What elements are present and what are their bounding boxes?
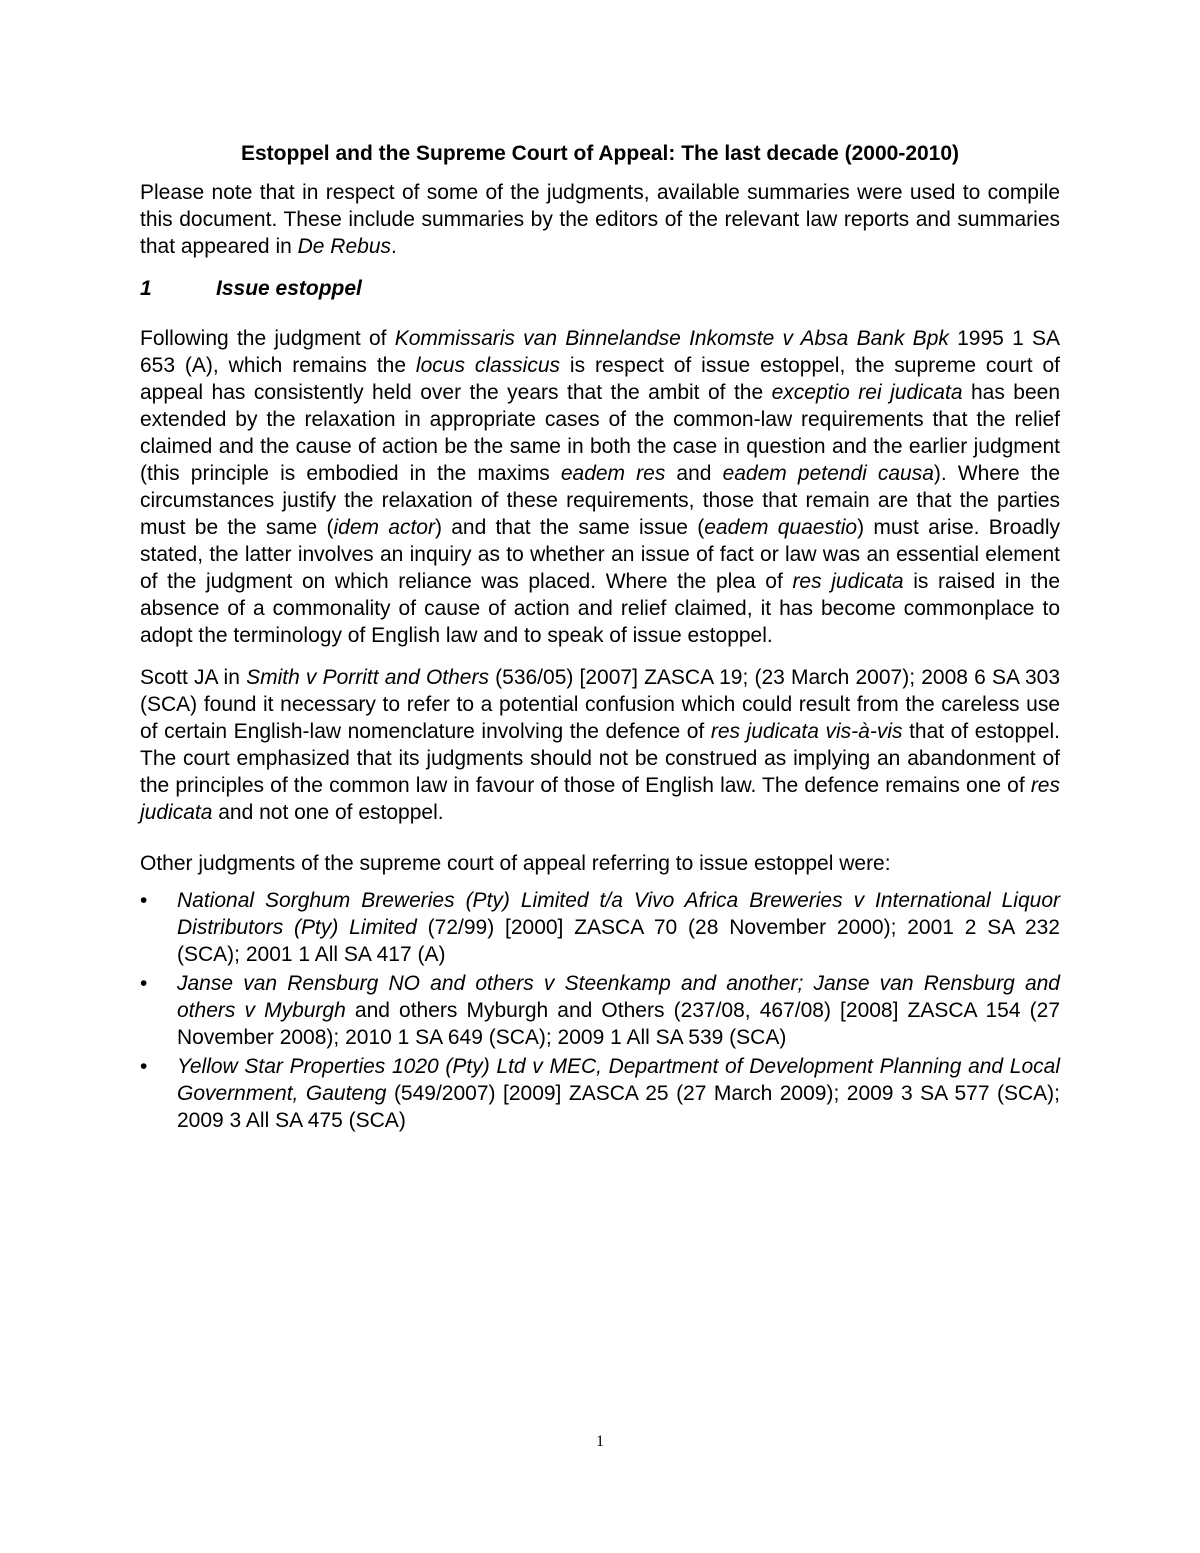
case-citation: (549/2007) [2009] ZASCA 25 (27 March 2009); 2009 3 SA 577 (SCA); 2009 3 All SA 475 (SCA) <box>177 1082 1061 1132</box>
text-run: has been extended by the relaxation in appropriate cases of the common-law requirements that the relief claimed and the cause of action be the same in both the case in question and the earlier judgment (this principle is embodied in the maxims <box>140 381 1061 485</box>
latin-term: locus classicus <box>415 354 561 377</box>
intro-paragraph <box>140 179 1060 260</box>
case-name: Yellow Star Properties 1020 (Pty) Ltd v MEC, Department of Development Planning and Local Government, Gauteng <box>177 1055 1060 1105</box>
latin-term: res judicata <box>140 774 1060 824</box>
text-run: (536/05) [2007] ZASCA 19; (23 March 2007); 2008 6 SA 303 (SCA) found it necessary to refer to a potential confusion which could result from the careless use of certain English-law nomenclature involving the defence of <box>140 666 1061 743</box>
bullet-icon: • <box>140 1055 148 1078</box>
text-run: Following the judgment of <box>140 327 395 350</box>
case-name: Smith v Porritt and Others <box>246 666 489 689</box>
case-name: National Sorghum Breweries (Pty) Limited t/a Vivo Africa Breweries v International Liquor Distributors (Pty) Limited <box>177 889 1060 939</box>
latin-term: eadem res <box>560 462 666 485</box>
latin-term: idem actor <box>333 516 435 539</box>
paragraph-smith-porritt <box>140 664 1060 826</box>
intro-end: . <box>391 235 397 258</box>
section-title: Issue estoppel <box>216 277 362 300</box>
bullet-icon: • <box>140 972 148 995</box>
latin-term: res judicata vis-à-vis <box>710 720 903 743</box>
case-mid: and others Myburgh and Others <box>345 999 665 1022</box>
paragraph-issue-estoppel <box>140 325 1060 649</box>
text-run: ) and that the same issue ( <box>434 516 705 539</box>
latin-term: exceptio rei judicata <box>771 381 963 404</box>
case-name: Janse van Rensburg NO and others v Steenkamp and another; Janse van Rensburg and others v Myburgh <box>177 972 1060 1022</box>
section-number: 1 <box>140 277 152 300</box>
text-run: and not one of estoppel. <box>212 801 444 824</box>
latin-term: res judicata <box>792 570 904 593</box>
list-item <box>140 970 1060 1051</box>
text-run: 1995 1 SA 653 (A), which remains the <box>140 327 1060 377</box>
case-list <box>140 887 1060 1134</box>
text-run: and <box>665 462 723 485</box>
list-item <box>140 887 1060 968</box>
latin-term: eadem quaestio <box>704 516 858 539</box>
bullet-icon: • <box>140 889 148 912</box>
latin-term: eadem petendi causa <box>722 462 934 485</box>
document-title: Estoppel and the Supreme Court of Appeal: The last decade (2000-2010) <box>240 142 960 165</box>
text-run: ). Where the circumstances justify the relaxation of these requirements, those that remain are that the parties must be the same ( <box>140 462 1060 539</box>
intro-italic: De Rebus <box>297 235 392 258</box>
section-heading <box>140 275 1060 302</box>
case-citation: (72/99) [2000] ZASCA 70 (28 November 2000); 2001 2 SA 232 (SCA); 2001 1 All SA 417 (A) <box>177 916 1060 966</box>
case-name: Kommissaris van Binnelandse Inkomste v Absa Bank Bpk <box>394 327 949 350</box>
case-citation: (237/08, 467/08) [2008] ZASCA 154 (27 November 2008); 2010 1 SA 649 (SCA); 2009 1 All SA 539 (SCA) <box>177 999 1060 1049</box>
text-run: Scott JA in <box>140 666 247 689</box>
intro-text: Please note that in respect of some of the judgments, available summaries were used to compile this document. These include summaries by the editors of the relevant law reports and summaries that appeared in <box>140 181 1060 258</box>
page-number: 1 <box>596 1433 604 1450</box>
text-run: is respect of issue estoppel, the supreme court of appeal has consistently held over the years that the ambit of the <box>140 354 1060 404</box>
text-run: ) must arise. Broadly stated, the latter involves an inquiry as to whether an issue of fact or law was an essential element of the judgment on which reliance was placed. Where the plea of <box>140 516 1060 593</box>
document-body <box>140 140 1060 1136</box>
text-run: that of estoppel. The court emphasized that its judgments should not be construed as implying an abandonment of the principles of the common law in favour of those of English law. The defence remains one of <box>140 720 1060 797</box>
text-run: is raised in the absence of a commonality of cause of action and relief claimed, it has become commonplace to adopt the terminology of English law and to speak of issue estoppel. <box>140 570 1060 647</box>
list-item <box>140 1053 1060 1134</box>
list-intro: Other judgments of the supreme court of appeal referring to issue estoppel were: <box>140 852 891 875</box>
